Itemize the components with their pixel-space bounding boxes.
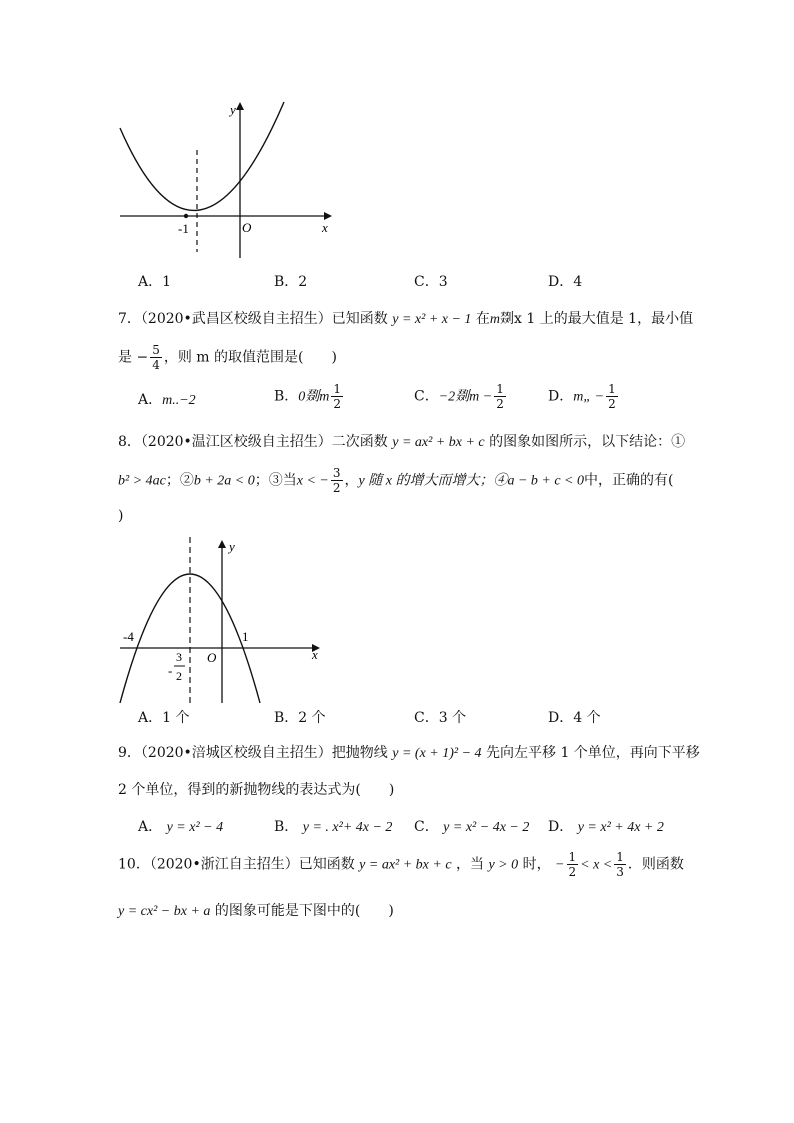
x-axis-label: x bbox=[312, 647, 318, 662]
q10-line-2 bbox=[118, 900, 394, 920]
q9-line-1 bbox=[118, 742, 700, 762]
q7-option-a[interactable]: A．m..−2 bbox=[138, 392, 196, 408]
q7-stem: 7．（2020•武昌区校级自主招生）已知函数 bbox=[118, 311, 388, 327]
x-axis-label: x bbox=[322, 220, 328, 235]
q7-function: y = x² + x − 1 bbox=[392, 312, 472, 327]
q9-line-2: 2 个单位，得到的新抛物线的表达式为( ) bbox=[118, 782, 395, 798]
q8-option-a[interactable]: A．1 个 bbox=[138, 710, 190, 726]
origin-label: O bbox=[242, 220, 252, 235]
q8-cond-2: b + 2a < 0 bbox=[193, 473, 255, 489]
q6-option-b[interactable]: B．2 bbox=[274, 274, 308, 290]
q10-line-1: 10．（2020•浙江自主招生）已知函数 y = ax² + bx + c ，当 y > 0 时， − $\frac{1}{2}$ < x < $\frac{1}{3}$ ．则函数 bbox=[118, 850, 684, 879]
q7-var: m bbox=[489, 312, 501, 327]
q8-option-d[interactable]: D．4 个 bbox=[548, 710, 601, 726]
y-axis-arrow bbox=[236, 102, 244, 110]
right-root-label: 1 bbox=[242, 629, 249, 644]
q7-line-1 bbox=[118, 308, 693, 328]
q9-option-a[interactable]: A． y = x² − 4 bbox=[138, 819, 224, 835]
q10-text: 的图象可能是下图中的( ) bbox=[214, 903, 394, 919]
q8-line-3: ) bbox=[118, 508, 124, 524]
q9-function: y = (x + 1)² − 4 bbox=[392, 746, 482, 761]
tick-label-minus-one: -1 bbox=[178, 221, 189, 236]
axis-label-sign: - bbox=[168, 663, 173, 678]
parabola-graph-1 bbox=[118, 100, 338, 260]
q10-function-2: y = cx² − bx + a bbox=[118, 904, 211, 919]
q7-option-d[interactable]: D．m„ − $\frac{1}{2}$ bbox=[548, 382, 616, 411]
q7-line-2 bbox=[118, 343, 337, 372]
q8-option-c[interactable]: C．3 个 bbox=[414, 710, 467, 726]
q10-fraction-2: $\frac{1}{3}$ bbox=[616, 850, 624, 879]
q10-function: y = ax² + bx + c bbox=[359, 857, 452, 873]
q8-fraction: $\frac{3}{2}$ bbox=[332, 466, 341, 495]
q7-text-2: 1 上的最大值是 1，最小值 bbox=[526, 311, 694, 327]
q8-line-1 bbox=[118, 431, 685, 451]
q8-text: 的图象如图所示，以下结论：① bbox=[489, 434, 686, 450]
q9-option-c[interactable]: C． y = x² − 4x − 2 bbox=[414, 819, 530, 835]
q7-text-4: ，则 m 的取值范围是( ) bbox=[163, 349, 337, 366]
origin-label: O bbox=[207, 650, 217, 665]
parabola-graph-2 bbox=[118, 535, 328, 707]
q7-fraction: $\frac{5}{4}$ bbox=[152, 343, 160, 372]
q6-option-a[interactable]: A．1 bbox=[138, 274, 172, 290]
q10-stem: 10．（2020•浙江自主招生）已知函数 bbox=[118, 856, 355, 873]
y-axis-label: y bbox=[230, 102, 236, 117]
axis-label-den: 2 bbox=[176, 669, 182, 683]
q7-sign: − bbox=[136, 349, 149, 366]
y-axis-label: y bbox=[229, 539, 235, 554]
y-axis-arrow bbox=[218, 540, 226, 548]
q10-condition: y > 0 bbox=[488, 857, 519, 873]
q6-option-d[interactable]: D．4 bbox=[548, 274, 583, 290]
q8-line-2: b² > 4ac；②b + 2a < 0；③当x < − $\frac{3}{2}$ ，y 随 x 的增大而增大；④a − b + c < 0中，正确的有( bbox=[118, 466, 674, 495]
left-root-label: -4 bbox=[123, 629, 134, 644]
q7-option-c[interactable]: C．−2剟m − $\frac{1}{2}$ bbox=[414, 382, 504, 411]
parabola-curve bbox=[120, 102, 284, 210]
q9-option-b[interactable]: B． y = . x²+ 4x − 2 bbox=[274, 819, 393, 835]
q7-text: 在 bbox=[475, 311, 490, 327]
q6-option-c[interactable]: C．3 bbox=[414, 274, 448, 290]
x-axis-arrow bbox=[324, 212, 332, 220]
q7-garble: 剟x bbox=[500, 311, 522, 327]
q8-cond-1: b² > 4ac bbox=[118, 473, 166, 489]
q9-text: 先向左平移 1 个单位，再向下平移 bbox=[486, 745, 700, 761]
q8-stem: 8．（2020•温江区校级自主招生）二次函数 bbox=[118, 434, 388, 450]
q8-option-b[interactable]: B．2 个 bbox=[274, 710, 326, 726]
q8-cond-4: a − b + c < 0 bbox=[507, 473, 585, 489]
q7-text-3: 是 bbox=[118, 349, 132, 366]
q7-option-b[interactable]: B．0剟m $\frac{1}{2}$ bbox=[274, 382, 342, 411]
point-minus-one bbox=[184, 214, 188, 218]
axis-label-num: 3 bbox=[176, 650, 182, 664]
q9-stem: 9．（2020•涪城区校级自主招生）把抛物线 bbox=[118, 745, 388, 761]
q10-fraction-1: $\frac{1}{2}$ bbox=[568, 850, 577, 879]
q8-function: y = ax² + bx + c bbox=[392, 435, 485, 450]
q9-option-d[interactable]: D． y = x² + 4x + 2 bbox=[548, 819, 664, 835]
